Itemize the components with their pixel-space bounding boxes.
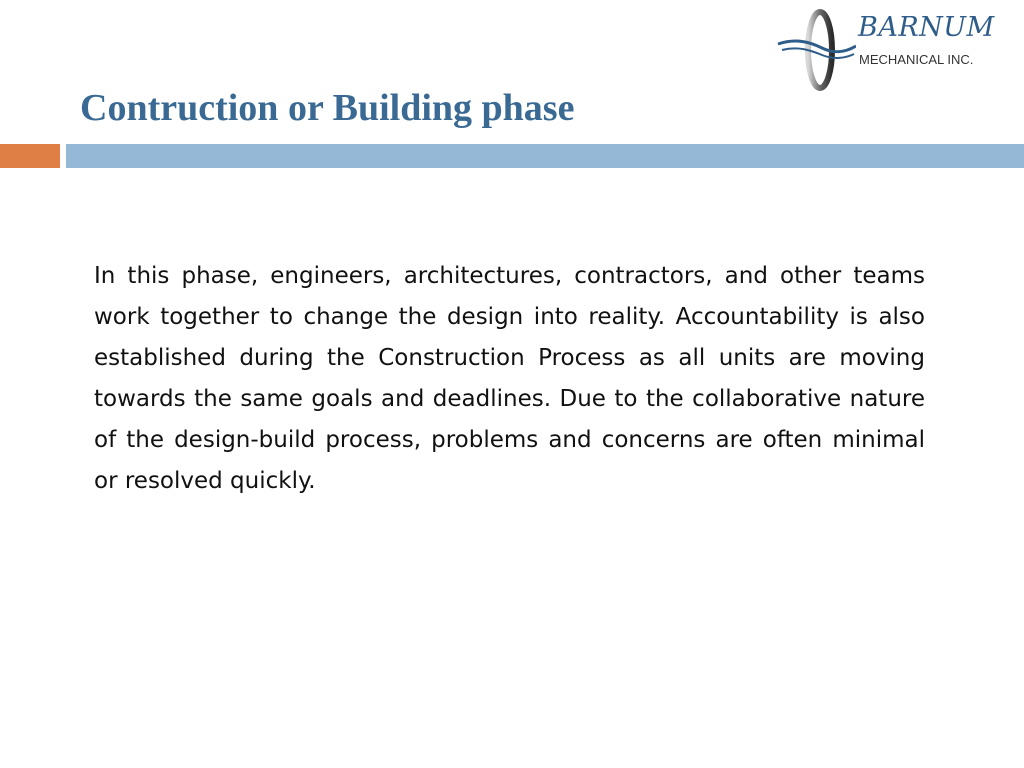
body-paragraph: In this phase, engineers, architectures, contractors, and other teams work together to change the design into reality. Accountability is also established during the Construction Process as all units are moving towards the same goals and deadlines. Due to the collaborative nature of the design-build process, problems and concerns are often minimal or resolved quickly.: [94, 263, 925, 494]
swoosh-logo-icon: [776, 8, 856, 92]
company-logo: [776, 8, 1016, 92]
title-accent-bar: [0, 144, 60, 168]
logo-subtitle: MECHANICAL INC.: [859, 52, 974, 67]
logo-name: BARNUM: [858, 12, 995, 43]
slide-title: Contruction or Building phase: [80, 87, 575, 129]
title-divider-bar: [66, 144, 1024, 168]
